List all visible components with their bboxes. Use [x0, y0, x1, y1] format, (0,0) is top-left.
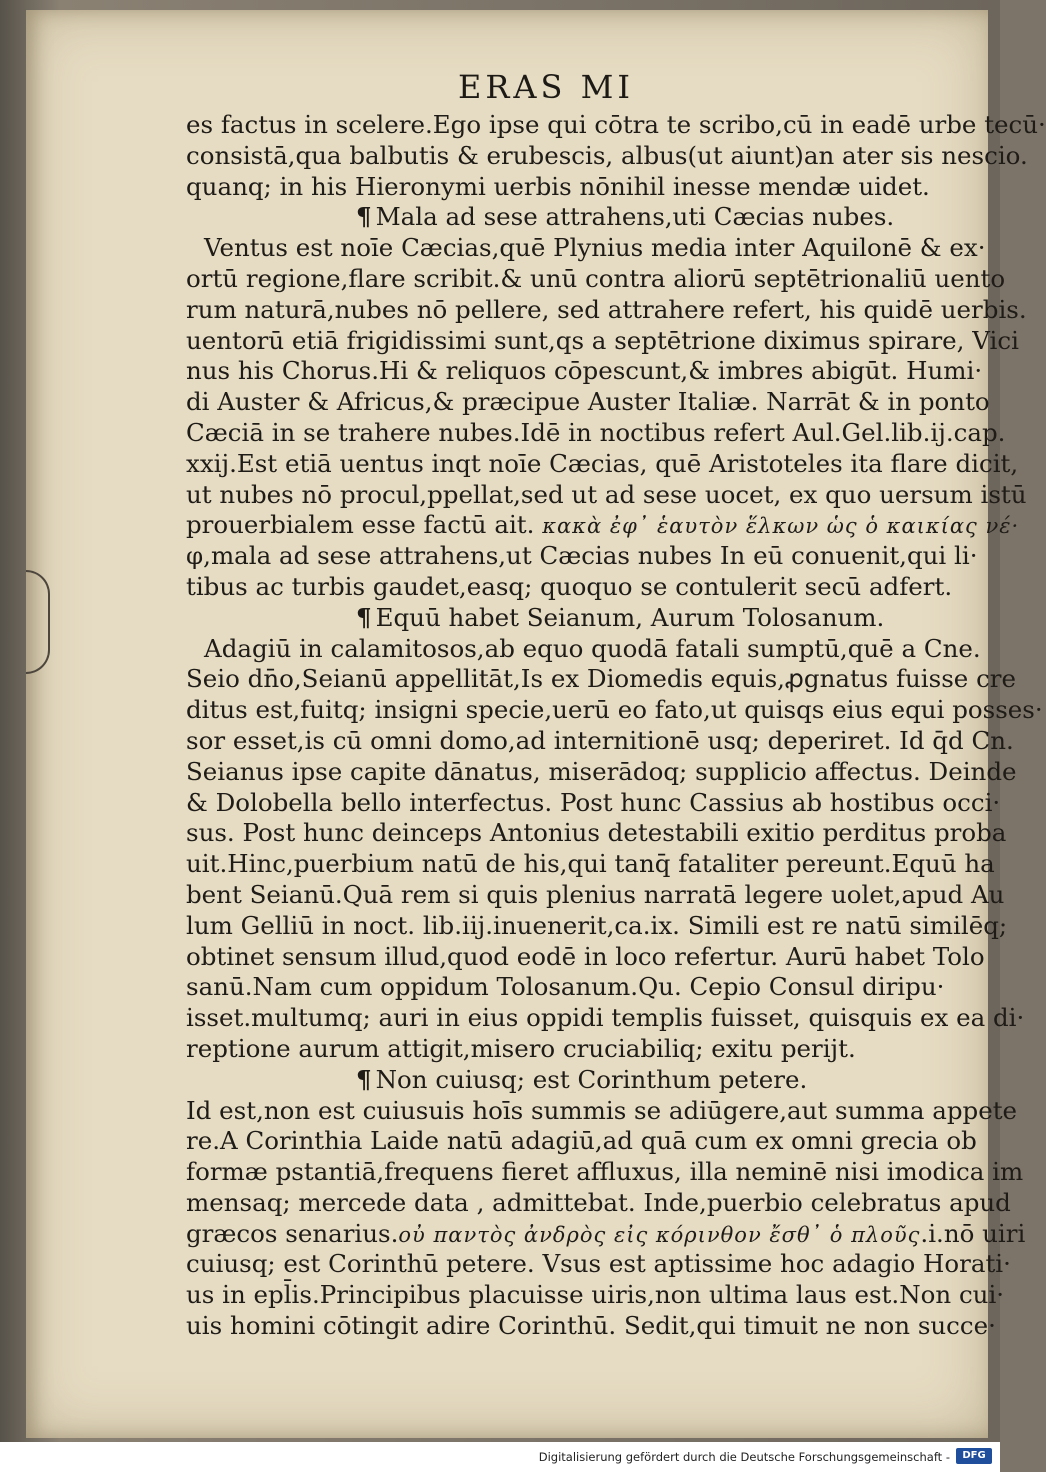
text-line: bent Seianū.Quā rem si quis plenius narratā legere uolet,apud Au [186, 879, 1005, 909]
text-line: rum naturā,nubes nō pellere, sed attrahere refert, his quidē uerbis. [186, 294, 1027, 324]
footer-bar [0, 1442, 1000, 1472]
funding-notice: Digitalisierung gefördert durch die Deutsche Forschungsgemeinschaft - [538, 1450, 950, 1464]
dfg-logo: DFG [956, 1448, 992, 1464]
text-line-with-greek [186, 1218, 1026, 1250]
text-line: ortū regione,flare scribit.& unū contra aliorū septētrionaliū uento [186, 263, 1006, 293]
text-line: uentorū etiā frigidissimi sunt,qs a septētrione diximus spirare, Vici [186, 325, 1019, 355]
text-line: ditus est,fuitq; insigni specie,uerū eo fato,ut quisqs eius equi posses· [186, 695, 1043, 725]
text-segment: prouerbialem esse factū ait. [186, 510, 535, 540]
text-line: es factus in scelere.Ego ipse qui cōtra te scribo,cū in eadē urbe tecū· [186, 110, 1046, 139]
text-line: Id est,non est cuiusuis hoīs summis se adiūgere,aut summa appete [186, 1095, 1018, 1125]
text-block [186, 110, 1046, 1342]
pilcrow-icon: ¶ [356, 202, 372, 232]
text-line: di Auster & Africus,& præcipue Auster Italiæ. Narrāt & in ponto [186, 387, 990, 417]
text-line: φ,mala ad sese attrahens,ut Cæcias nubes In eū conuenit,qui li· [186, 541, 978, 571]
adage-heading-text: Non cuiusq; est Corinthum petere. [375, 1064, 808, 1094]
greek-quotation: οὐ παντὸς ἀνδρὸς εἰς κόρινθον ἔσθ᾽ ὁ πλοῦς [398, 1222, 921, 1247]
text-line: cuiusq; est Corinthū petere. Vsus est aptissime hoc adagio Horati· [186, 1249, 1011, 1279]
text-line: isset.multumq; auri in eius oppidi templis fuisset, quisquis ex ea di· [186, 1003, 1025, 1033]
text-line: xxij.Est etiā uentus inqt noīe Cæcias, quē Aristoteles ita flare dicit, [186, 448, 1019, 478]
text-line: obtinet sensum illud,quod eodē in loco refertur. Aurū habet Tolo [186, 941, 985, 971]
adage-heading-text: Equū habet Seianum, Aurum Tolosanum. [375, 602, 885, 632]
pilcrow-icon: ¶ [356, 1064, 372, 1094]
adage-heading-text: Mala ad sese attrahens,uti Cæcias nubes. [375, 202, 895, 232]
running-head: ERAS MI [457, 68, 635, 106]
text-segment: .i.nō uiri [920, 1218, 1026, 1248]
book-page [26, 10, 1046, 1438]
text-line: tibus ac turbis gaudet,easq; quoquo se contulerit secū adfert. [186, 571, 953, 601]
pilcrow-icon: ¶ [356, 602, 372, 632]
adage-heading [186, 603, 926, 634]
text-line: sanū.Nam cum oppidum Tolosanum.Qu. Cepio Consul diripu· [186, 972, 945, 1002]
text-line: quanq; in his Hieronymi uerbis nōnihil inesse mendæ uidet. [186, 171, 930, 201]
text-line: formæ pstantiā,frequens fieret affluxus, illa neminē nisi imodica im [186, 1157, 1024, 1187]
text-line: Adagiū in calamitosos,ab equo quodā fatali sumptū,quē a Cne. [204, 633, 981, 663]
text-segment: græcos senarius. [186, 1218, 399, 1248]
text-line: ut nubes nō procul,ppellat,sed ut ad sese uocet, ex quo uersum istū [186, 479, 1027, 509]
text-line: sor esset,is cū omni domo,ad internitionē usq; deperiret. Id q̄d Cn. [186, 725, 1014, 755]
text-line: nus his Chorus.Hi & reliquos cōpescunt,& imbres abigūt. Humi· [186, 356, 983, 386]
text-line: Seio dn̄o,Seianū appellitāt,Is ex Diomedis equis,ꝓgnatus fuisse cre [186, 664, 1017, 694]
page-edge-binding [26, 570, 50, 674]
greek-quotation: κακὰ ἐφ᾽ ἑαυτὸν ἕλκων ὡς ὁ καικίας νέ· [542, 514, 1020, 539]
text-line: mensaq; mercede data , admittebat. Inde,puerbio celebratus apud [186, 1187, 1011, 1217]
text-line: consistā,qua balbutis & erubescis, albus(ut aiunt)an ater sis nescio. [186, 140, 1028, 170]
text-line: re.A Corinthia Laide natū adagiū,ad quā cum ex omni grecia ob [186, 1126, 977, 1156]
text-line-with-greek [186, 510, 1020, 541]
text-line: sus. Post hunc deinceps Antonius detestabili exitio perditus proba [186, 818, 1007, 848]
text-line: Cæciā in se trahere nubes.Idē in noctibus refert Aul.Gel.lib.ij.cap. [186, 417, 1006, 447]
text-line: lum Gelliū in noct. lib.iij.inuenerit,ca.ix. Simili est re natū similēq; [186, 910, 1008, 940]
text-line: & Dolobella bello interfectus. Post hunc Cassius ab hostibus occi· [186, 787, 1001, 817]
text-line: uis homini cōtingit adire Corinthū. Sedit,qui timuit ne non succe· [186, 1311, 996, 1341]
text-line: Ventus est noīe Cæcias,quē Plynius media inter Aquilonē & ex· [204, 233, 986, 263]
text-line: uit.Hinc,puerbium natū de his,qui tanq̄ fataliter pereunt.Equū ha [186, 849, 995, 879]
text-line: Seianus ipse capite dānatus, miserādoq; supplicio affectus. Deinde [186, 756, 1017, 786]
text-line: us in epl̄is.Principibus placuisse uiris,non ultima laus est.Non cui· [186, 1280, 1005, 1310]
adage-heading [186, 1065, 926, 1096]
text-line: reptione aurum attigit,misero cruciabiliq; exitu perijt. [186, 1033, 856, 1063]
adage-heading [186, 202, 926, 233]
